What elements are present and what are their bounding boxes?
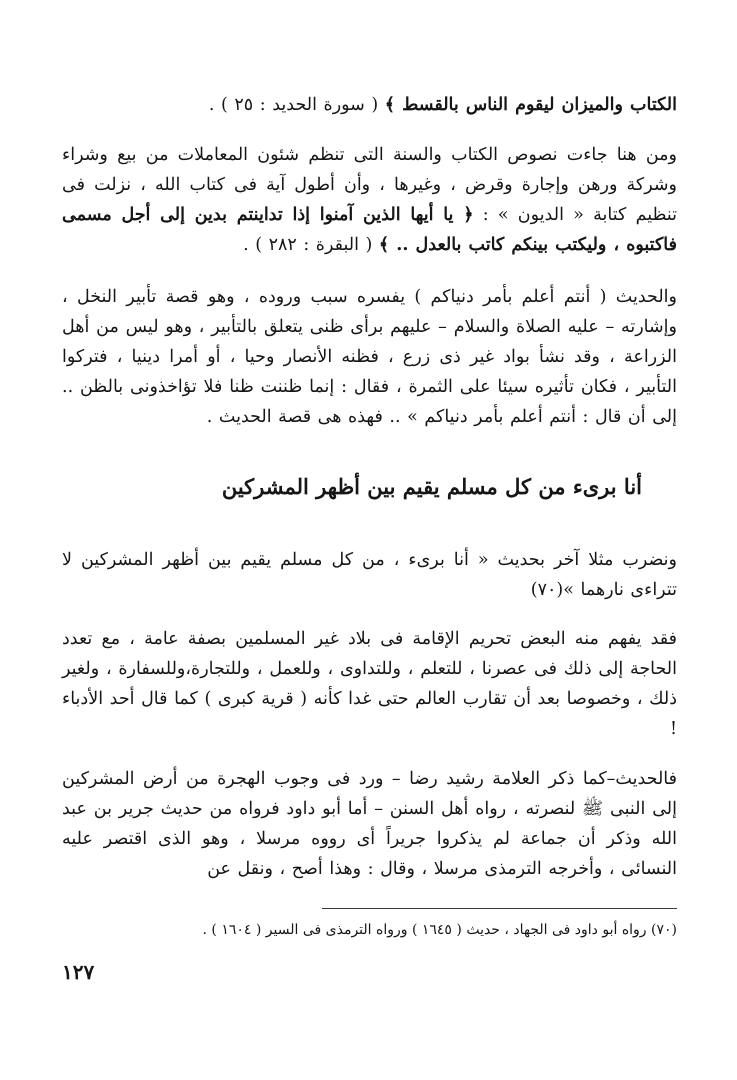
verse-text: الكتاب والميزان ليقوم الناس بالقسط ﴾: [384, 95, 677, 115]
paragraph-text: فقد يفهم منه البعض تحريم الإقامة فى بلاد غير المسلمين بصفة عامة ، مع تعدد الحاجة إلى ذلك فى عصرنا ، للتعلم ، وللتداوى ، وللعمل ، وللتجارة،وللسفارة ، ولغير ذلك ، وخصوصا بعد أن تقارب العالم حتى غدا كأنه ( قرية كبرى ) كما قال أحد الأدباء !: [62, 629, 677, 739]
footnote: (٧٠) رواه أبو داود فى الجهاد ، حديث ( ١٦٤٥ ) ورواه الترمذى فى السير ( ١٦٠٤ ) .: [202, 922, 677, 938]
paragraph-residence-ruling: [62, 624, 677, 744]
paragraph-hadith-explanation: [62, 282, 677, 432]
section-heading: أنا برىء من كل مسلم يقيم بين أظهر المشركين: [221, 474, 642, 499]
paragraph-second-example: [62, 545, 677, 605]
paragraph-text: والحديث ( أنتم أعلم بأمر دنياكم ) يفسره سبب وروده ، وهو قصة تأبير النخل ، وإشارته – عليه الصلاة والسلام – عليهم برأى ظنى يتعلق بالتأبير ، وهو ليس من أهل الزراعة ، وقد نشأ بواد غير ذى زرع ، فظنه الأنصار وحيا ، أو أمرا دينيا ، فتركوا التأبير ، فكان تأثيره سيئا على الثمرة ، فقال : إنما ظننت ظنا فلا تؤاخذونى بالظن .. إلى أن قال : أنتم أعلم بأمر دنياكم » .. فهذه هى قصة الحديث .: [62, 287, 677, 427]
verse-reference: ( سورة الحديد : ٢٥ ) .: [208, 95, 385, 115]
footnote-divider: [322, 908, 677, 909]
paragraph-quran-verse-end: [62, 90, 677, 120]
paragraph-text: فالحديث–كما ذكر العلامة رشيد رضا – ورد فى وجوب الهجرة من أرض المشركين إلى النبى ﷺ لنصرته ، رواه أهل السنن – أما أبو داود فرواه من حديث جرير بن عبد الله وذكر أن جماعة لم يذكروا جريراً أى رووه مرسلا ، وهو الذى اقتصر عليه النسائى ، وأخرجه الترمذى مرسلا ، وقال : وهذا أصح ، ونقل عن: [62, 769, 677, 879]
paragraph-text: ونضرب مثلا آخر بحديث « أنا برىء ، من كل مسلم يقيم بين أظهر المشركين لا تتراءى نارهما »(٧٠): [62, 550, 677, 600]
paragraph-transactions: [62, 140, 677, 260]
page-number: ١٢٧: [62, 960, 95, 984]
verse-text: ﴿ يا أيها الذين آمنوا إذا تداينتم بدين إلى أجل مسمى فاكتبوه ، وليكتب بينكم كاتب بالعدل .. ﴾: [62, 205, 677, 255]
verse-reference: ( البقرة : ٢٨٢ ) .: [243, 235, 379, 255]
paragraph-hadith-context: [62, 764, 677, 884]
paragraph-text: ومن هنا جاءت نصوص الكتاب والسنة التى تنظم شئون المعاملات من بيع وشراء وشركة ورهن وإجارة وقرض ، وغيرها ، وأن أطول آية فى كتاب الله ، نزلت فى تنظيم كتابة « الديون » :: [62, 145, 678, 225]
